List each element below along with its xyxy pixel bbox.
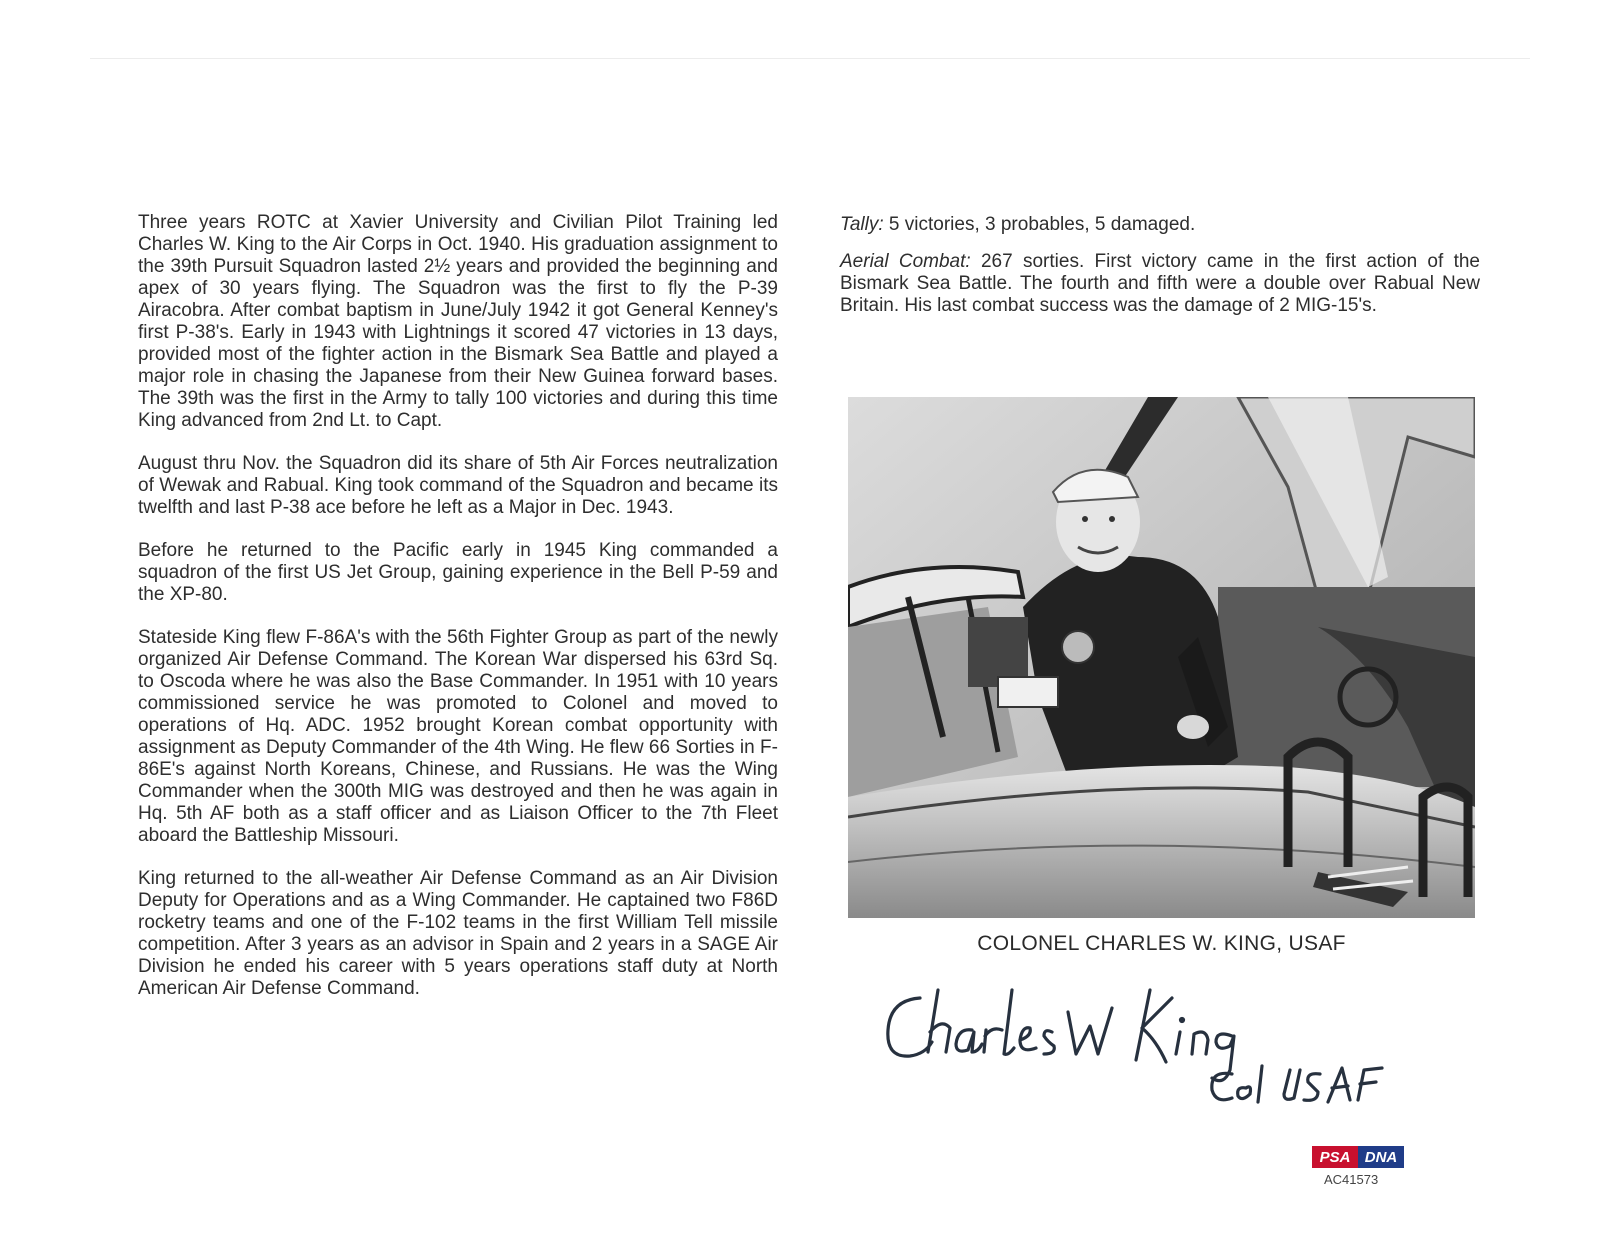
psa-dna-logo-right-text: DNA — [1364, 1149, 1398, 1166]
aerial-combat-label: Aerial Combat: — [840, 251, 971, 272]
psa-dna-logo — [1312, 1146, 1404, 1168]
psa-dna-logo-left-text: PSA — [1319, 1149, 1351, 1166]
pilot-cockpit-photo — [848, 397, 1475, 918]
tally-label: Tally: — [840, 214, 884, 235]
bio-paragraph-1: Three years ROTC at Xavier University and Civilian Pilot Training led Charles W. King to the Air Corps in Oct. 1940. His graduation assignment to the 39th Pursuit Squadron lasted 2½ years and provided the beginning and apex of 30 years flying. The Squadron was the first to fly the P-39 Airacobra. After combat baptism in June/July 1942 it got General Kenney's first P-38's. Early in 1943 with Lightnings it scored 47 victories in 13 days, provided most of the fighter action in the Bismark Sea Battle and played a major role in chasing the Japanese from their New Guinea forward bases. The 39th was the first in the Army to tally 100 victories and during this time King advanced from 2nd Lt. to Capt. — [138, 212, 778, 431]
tally-line — [840, 214, 1480, 236]
bio-paragraph-2: August thru Nov. the Squadron did its share of 5th Air Forces neutralization of Wewak and Rabual. King took command of the Squadron and became its twelfth and last P-38 ace before he left as a Major in Dec. 1943. — [138, 453, 778, 518]
page-edge-line — [90, 58, 1530, 59]
handwritten-signature — [880, 970, 1440, 1120]
biography-column — [138, 212, 778, 1021]
authentication-code: AC41573 — [1324, 1172, 1379, 1187]
bio-paragraph-5: King returned to the all-weather Air Defense Command as an Air Division Deputy for Operations and as a Wing Commander. He captained two F86D rocketry teams and one of the F-102 teams in the first William Tell missile competition. After 3 years as an advisor in Spain and 2 years in a SAGE Air Division he ended his career with 5 years operations staff duty at North American Air Defense Command. — [138, 868, 778, 999]
aerial-combat-paragraph — [840, 251, 1480, 317]
aerial-combat-text: 267 sorties. First victory came in the first action of the Bismark Sea Battle. The fourth and fifth were a double over Rabual New Britain. His last combat success was the damage of 2 MIG-15's. — [840, 251, 1480, 316]
combat-record-column — [840, 214, 1480, 332]
photo-caption: COLONEL CHARLES W. KING, USAF — [977, 932, 1346, 955]
bio-paragraph-4: Stateside King flew F-86A's with the 56th Fighter Group as part of the newly organized Air Defense Command. The Korean War dispersed his 63rd Sq. to Oscoda where he was also the Base Commander. In 1951 with 10 years commissioned service he was promoted to Colonel and moved to operations of Hq. ADC. 1952 brought Korean combat opportunity with assignment as Deputy Commander of the 4th Wing. He flew 66 Sorties in F-86E's against North Koreans, Chinese, and Russians. He was the Wing Commander when the 300th MIG was destroyed and then he was again in Hq. 5th AF both as a staff officer and as Liaison Officer to the 7th Fleet aboard the Battleship Missouri. — [138, 627, 778, 846]
tally-text: 5 victories, 3 probables, 5 damaged. — [883, 214, 1196, 235]
bio-paragraph-3: Before he returned to the Pacific early in 1945 King commanded a squadron of the first US Jet Group, gaining experience in the Bell P-59 and the XP-80. — [138, 540, 778, 605]
